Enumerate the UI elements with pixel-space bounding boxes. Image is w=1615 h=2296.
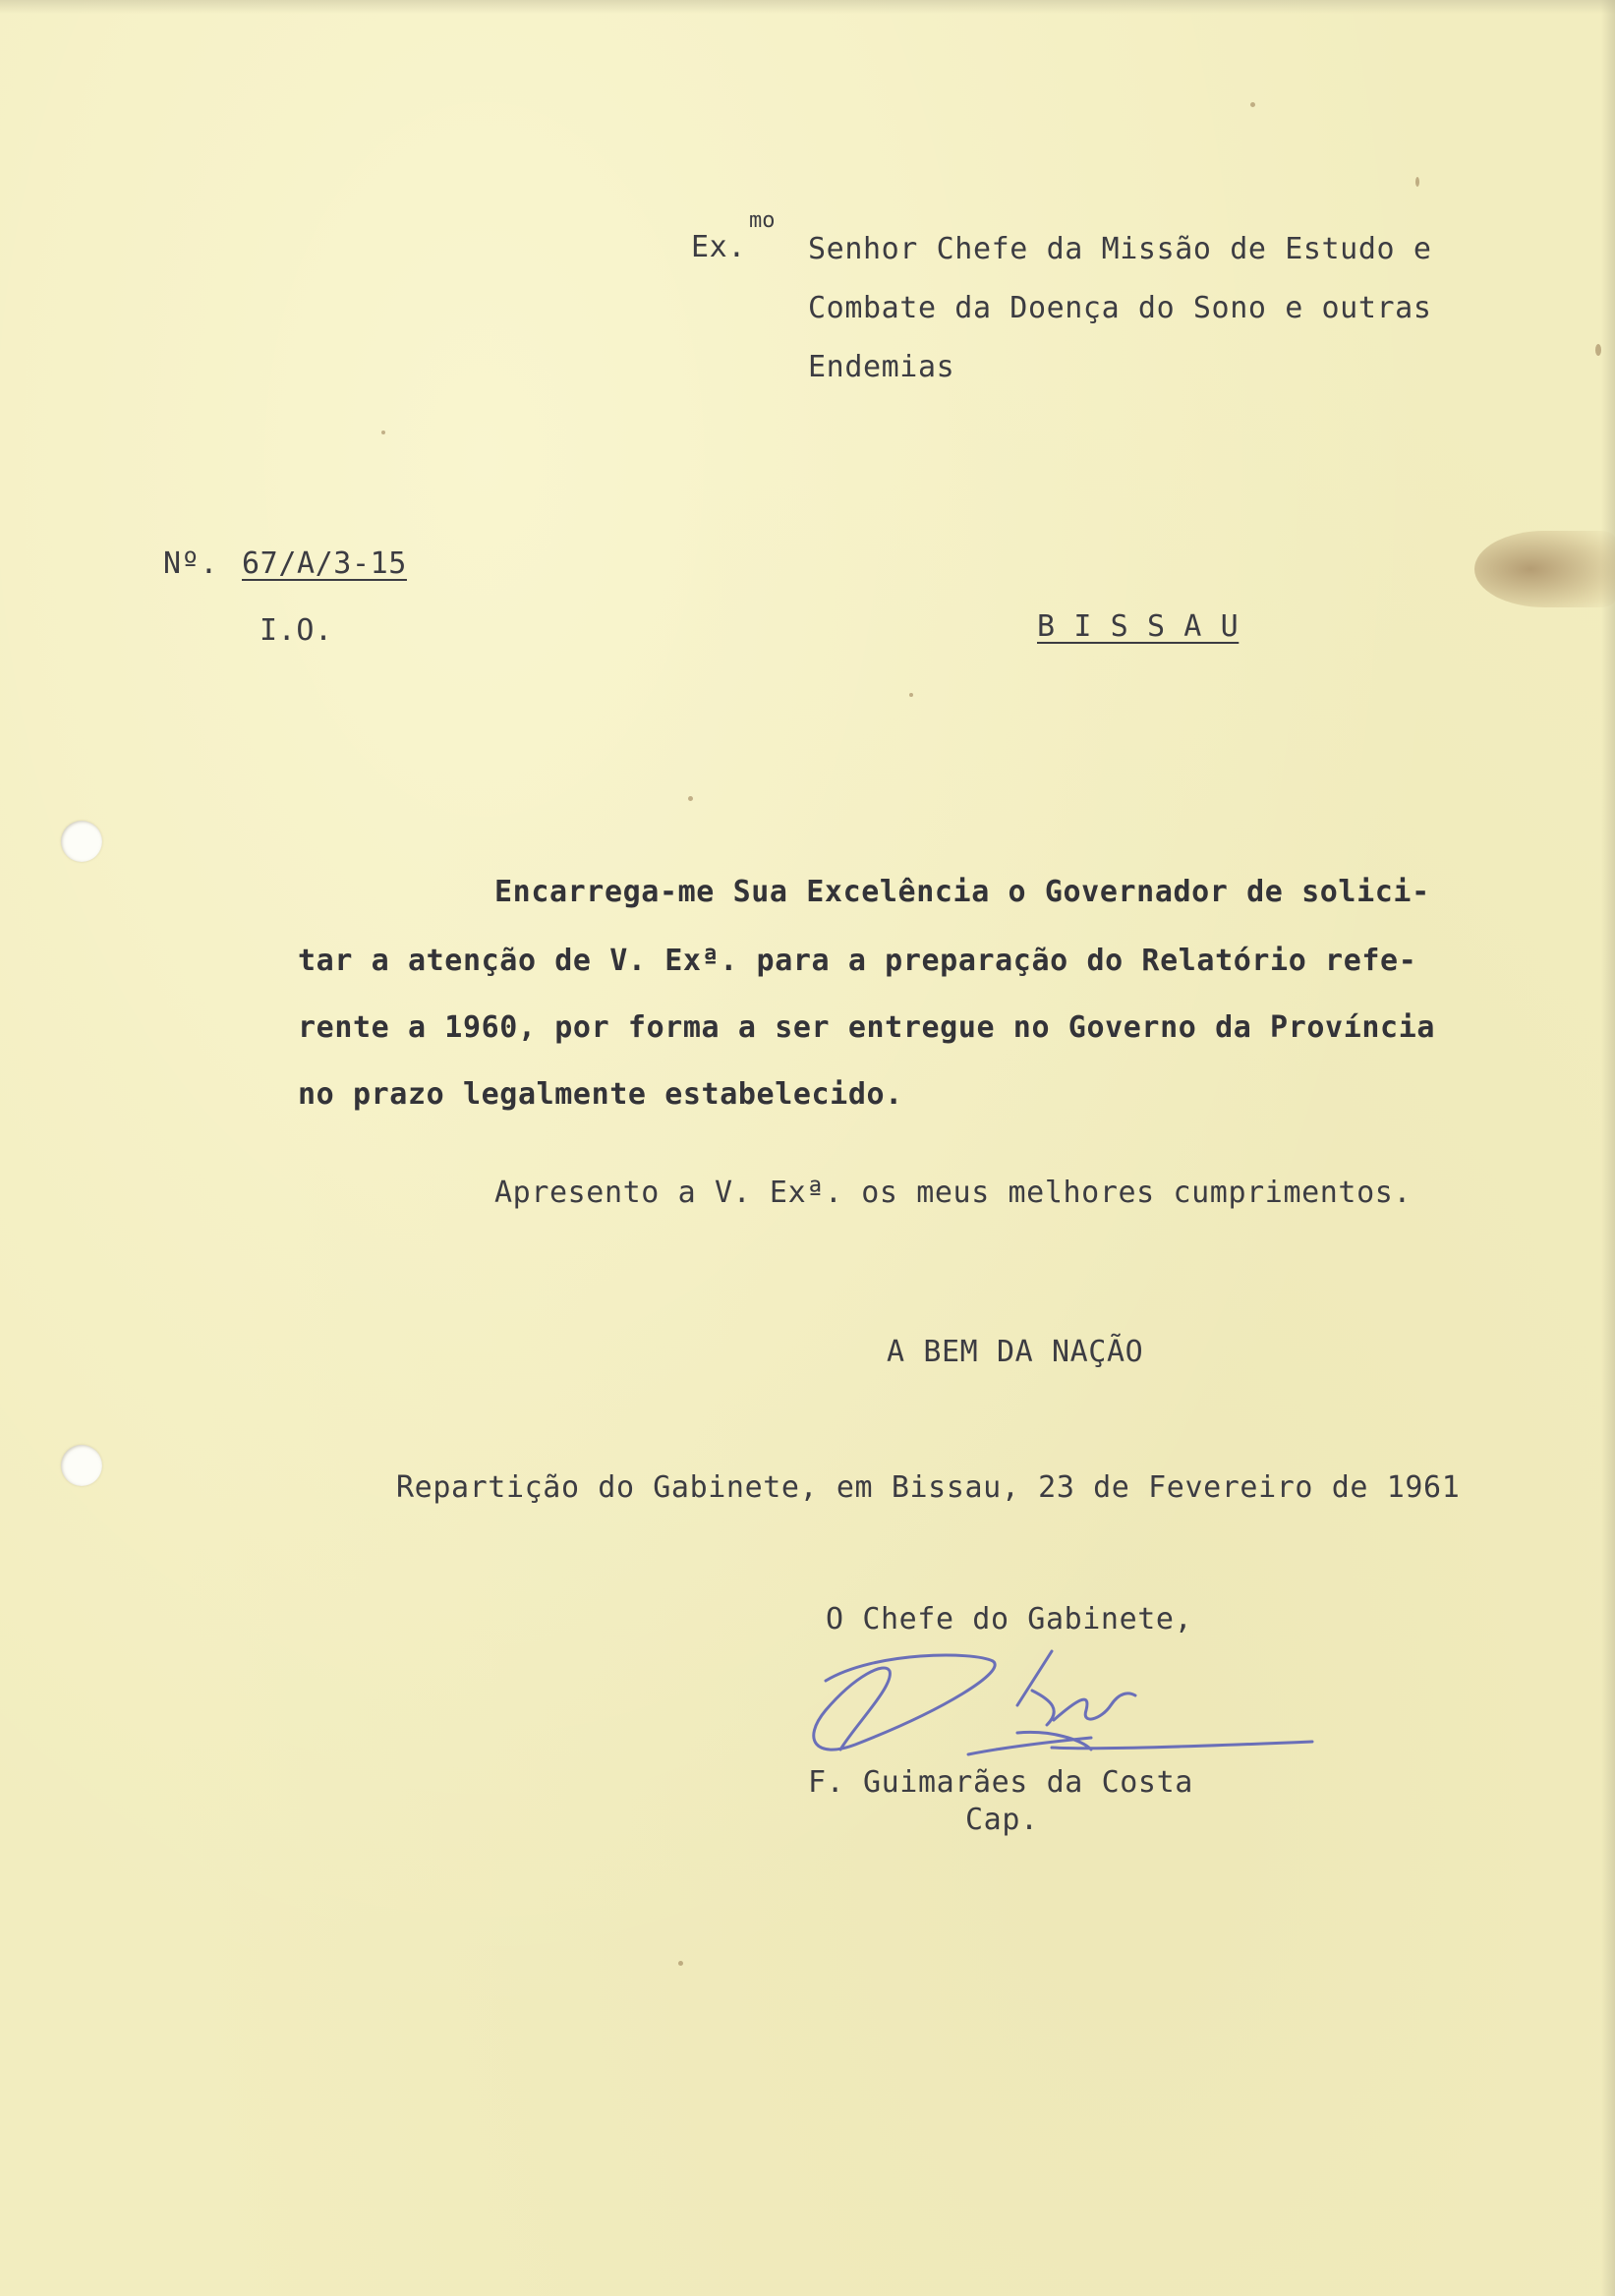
paper-speck (678, 1961, 683, 1966)
place-and-date: Repartição do Gabinete, em Bissau, 23 de Fevereiro de 1961 (396, 1470, 1461, 1505)
addressee-line-3: Endemias (808, 350, 955, 384)
paper-speck (909, 693, 913, 697)
signatory-title: O Chefe do Gabinete, (826, 1602, 1193, 1636)
signatory-name: F. Guimarães da Costa (808, 1765, 1193, 1800)
addressee-line-2: Combate da Doença do Sono e outras (808, 291, 1432, 325)
body-paragraph1-line3: rente a 1960, por forma a ser entregue no Governo da Província (298, 1010, 1436, 1045)
paper-speck (1595, 344, 1601, 356)
reference-number-label: Nº. (163, 546, 218, 581)
handwritten-signature (796, 1632, 1327, 1779)
body-paragraph1-line4: no prazo legalmente estabelecido. (298, 1077, 903, 1112)
reference-code: I.O. (260, 613, 333, 648)
punch-hole-lower (61, 1445, 102, 1486)
paper-top-edge-shadow (0, 0, 1615, 14)
city-heading: B I S S A U (1037, 609, 1240, 644)
punch-hole-upper (61, 821, 102, 862)
body-paragraph1-line2: tar a atenção de V. Exª. para a preparação do Relatório refe- (298, 944, 1417, 978)
paper-speck (381, 430, 385, 434)
signatory-rank: Cap. (965, 1803, 1039, 1837)
paper-right-edge-shadow (1601, 0, 1615, 2296)
body-paragraph2: Apresento a V. Exª. os meus melhores cumprimentos. (494, 1176, 1413, 1210)
paper-speck (688, 796, 693, 801)
salutation: Ex. (691, 230, 746, 264)
paper-speck (1250, 102, 1255, 107)
paper-speck (1415, 177, 1419, 187)
paper-stain (1474, 531, 1615, 607)
closing-motto: A BEM DA NAÇÃO (887, 1335, 1144, 1369)
addressee-line-1: Senhor Chefe da Missão de Estudo e (808, 232, 1432, 266)
salutation-superscript: mo (749, 208, 776, 233)
body-paragraph1-line1: Encarrega-me Sua Excelência o Governador de solici- (494, 875, 1430, 909)
reference-number-value: 67/A/3-15 (242, 546, 407, 581)
